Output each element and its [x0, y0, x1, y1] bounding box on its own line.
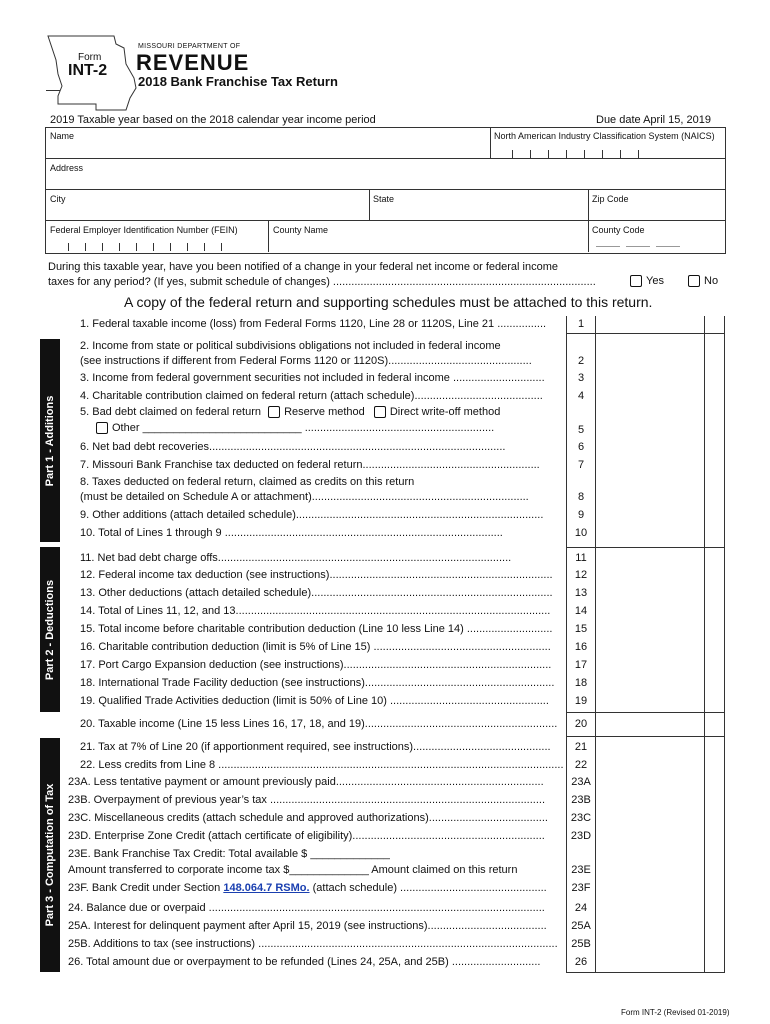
line-23f: 23F. Bank Credit under Section 148.064.7 RSMo. (attach schedule) ................................................ — [68, 882, 547, 894]
line-15: 15. Total income before charitable contribution deduction (Line 10 less Line 14) ............................ — [80, 623, 553, 635]
line-23e-total: 23E. Bank Franchise Tax Credit: Total available $ _____________ — [68, 848, 390, 860]
line-1: 1. Federal taxable income (loss) from Federal Forms 1120, Line 28 or 1120S, Line 21 ................ — [80, 318, 547, 330]
line-23a-num: 23A — [571, 776, 591, 788]
city-field[interactable]: City — [50, 194, 66, 204]
line-23d: 23D. Enterprise Zone Credit (attach certificate of eligibility)............................................................... — [68, 830, 545, 842]
name-field[interactable]: Name — [50, 131, 75, 141]
line-6: 6. Net bad debt recoveries................................................................................................. — [80, 441, 506, 453]
state-field[interactable]: State — [373, 194, 395, 204]
line-23e: Amount transferred to corporate income tax $_____________ Amount claimed on this return — [68, 864, 518, 876]
line-25b-num: 25B — [571, 938, 591, 950]
line-1-num: 1 — [577, 318, 585, 330]
line-23c-num: 23C — [570, 812, 592, 824]
line-24: 24. Balance due or overpaid .............................................................................................................. — [68, 902, 545, 914]
line-7: 7. Missouri Bank Franchise tax deducted on federal return.......................................................... — [80, 459, 540, 471]
line-18-num: 18 — [574, 677, 588, 689]
line-4-num: 4 — [577, 390, 585, 402]
line-9-num: 9 — [577, 509, 585, 521]
line-13: 13. Other deductions (attach detailed schedule)............................................................................... — [80, 587, 553, 599]
form-revision-footer: Form INT-2 (Revised 01-2019) — [621, 1008, 730, 1017]
line-8-num: 8 — [577, 491, 585, 503]
line-5-other: Other __________________________ .............................................................. — [80, 422, 494, 434]
federal-change-question: During this taxable year, have you been notified of a change in your federal net income or federal income — [48, 261, 558, 273]
line-16: 16. Charitable contribution deduction (limit is 5% of Line 15) .......................................................... — [80, 641, 551, 653]
address-field[interactable]: Address — [50, 163, 84, 173]
line-2: (see instructions if different from Federal Forms 1120 or 1120S)............................................... — [80, 355, 532, 367]
line-25b: 25B. Additions to tax (see instructions) .................................................................................................. — [68, 938, 558, 950]
line-12: 12. Federal income tax deduction (see instructions)......................................................................... — [80, 569, 553, 581]
other-checkbox[interactable] — [96, 422, 108, 434]
direct-write-off-checkbox[interactable] — [374, 406, 386, 418]
line-24-num: 24 — [574, 902, 588, 914]
line-5: 5. Bad debt claimed on federal return Reserve method Direct write-off method — [80, 406, 501, 418]
line-20: 20. Taxable income (Line 15 less Lines 16, 17, 18, and 19)............................................................... — [80, 718, 558, 730]
line-3: 3. Income from federal government securities not included in federal income .............................. — [80, 372, 545, 384]
line-15-num: 15 — [574, 623, 588, 635]
line-14: 14. Total of Lines 11, 12, and 13....................................................................................................... — [80, 605, 551, 617]
agency-logo: REVENUE — [136, 50, 250, 75]
line-11: 11. Net bad debt charge offs................................................................................................ — [80, 552, 512, 564]
line-16-num: 16 — [574, 641, 588, 653]
line-10-num: 10 — [574, 527, 588, 539]
line-4: 4. Charitable contribution claimed on federal return (attach schedule).......................................... — [80, 390, 543, 402]
line-21: 21. Tax at 7% of Line 20 (if apportionment required, see instructions)............................................. — [80, 741, 551, 753]
line-23b-num: 23B — [571, 794, 591, 806]
line-19: 19. Qualified Trade Activities deduction (limit is 50% of Line 10) .................................................... — [80, 695, 549, 707]
line-21-num: 21 — [574, 741, 588, 753]
line-23f-num: 23F — [571, 882, 591, 894]
line-17-num: 17 — [574, 659, 588, 671]
line-23d-num: 23D — [570, 830, 592, 842]
line-7-num: 7 — [577, 459, 585, 471]
federal-change-question-2: taxes for any period? (If yes, submit schedule of changes) ...................................................................................... — [48, 276, 596, 288]
line-23a: 23A. Less tentative payment or amount previously paid.................................................................... — [68, 776, 544, 788]
naics-field[interactable]: North American Industry Classification System (NAICS) — [494, 131, 715, 141]
county-name-field[interactable]: County Name — [273, 225, 329, 235]
line-12-num: 12 — [574, 569, 588, 581]
part-2-label: Part 2 - Deductions — [40, 547, 60, 712]
agency-top: MISSOURI DEPARTMENT OF — [138, 43, 241, 50]
fein-field[interactable]: Federal Employer Identification Number (FEIN) — [50, 225, 238, 235]
line-20-num: 20 — [574, 718, 588, 730]
form-number: INT-2 — [68, 62, 108, 79]
reserve-method-checkbox[interactable] — [268, 406, 280, 418]
zip-code-field[interactable]: Zip Code — [592, 194, 629, 204]
line-19-num: 19 — [574, 695, 588, 707]
line-9: 9. Other additions (attach detailed schedule)................................................................................. — [80, 509, 544, 521]
line-17: 17. Port Cargo Expansion deduction (see instructions).................................................................... — [80, 659, 552, 671]
line-23e-num: 23E — [571, 864, 591, 876]
no-checkbox[interactable]: No — [688, 275, 718, 287]
rsmo-link[interactable]: 148.064.7 RSMo. — [223, 882, 310, 894]
part-3-label: Part 3 - Computation of Tax — [40, 738, 60, 972]
line-2a: 2. Income from state or political subdivisions obligations not included in federal income — [80, 340, 501, 352]
line-25a: 25A. Interest for delinquent payment after April 15, 2019 (see instructions)....................................... — [68, 920, 547, 932]
county-code-field[interactable]: County Code — [592, 225, 645, 235]
line-25a-num: 25A — [571, 920, 591, 932]
line-8a: 8. Taxes deducted on federal return, claimed as credits on this return — [80, 476, 415, 488]
line-11-num: 11 — [575, 552, 587, 564]
line-23c: 23C. Miscellaneous credits (attach schedule and approved authorizations)....................................... — [68, 812, 548, 824]
yes-checkbox[interactable]: Yes — [630, 275, 664, 287]
taxable-year: 2019 Taxable year based on the 2018 calendar year income period — [50, 114, 376, 126]
form-title: 2018 Bank Franchise Tax Return — [138, 74, 338, 89]
form-label: Form — [78, 52, 102, 63]
due-date: Due date April 15, 2019 — [596, 114, 711, 126]
line-23b: 23B. Overpayment of previous year’s tax .......................................................................................... — [68, 794, 546, 806]
line-6-num: 6 — [577, 441, 585, 453]
line-22: 22. Less credits from Line 8 ................................................................................................................. — [80, 759, 564, 771]
line-13-num: 13 — [574, 587, 588, 599]
line-18: 18. International Trade Facility deduction (see instructions).............................................................. — [80, 677, 555, 689]
line-8: (must be detailed on Schedule A or attachment)....................................................................... — [80, 491, 529, 503]
line-5-num: 5 — [577, 424, 585, 436]
line-26-num: 26 — [574, 956, 588, 968]
part-1-label: Part 1 - Additions — [40, 339, 60, 542]
line-2-num: 2 — [577, 355, 585, 367]
line-3-num: 3 — [577, 372, 585, 384]
line-10: 10. Total of Lines 1 through 9 ........................................................................................... — [80, 527, 503, 539]
line-26: 26. Total amount due or overpayment to be refunded (Lines 24, 25A, and 25B) ............................. — [68, 956, 541, 968]
line-22-num: 22 — [574, 759, 588, 771]
attachment-notice: A copy of the federal return and supporting schedules must be attached to this return. — [124, 294, 653, 310]
line-14-num: 14 — [574, 605, 588, 617]
